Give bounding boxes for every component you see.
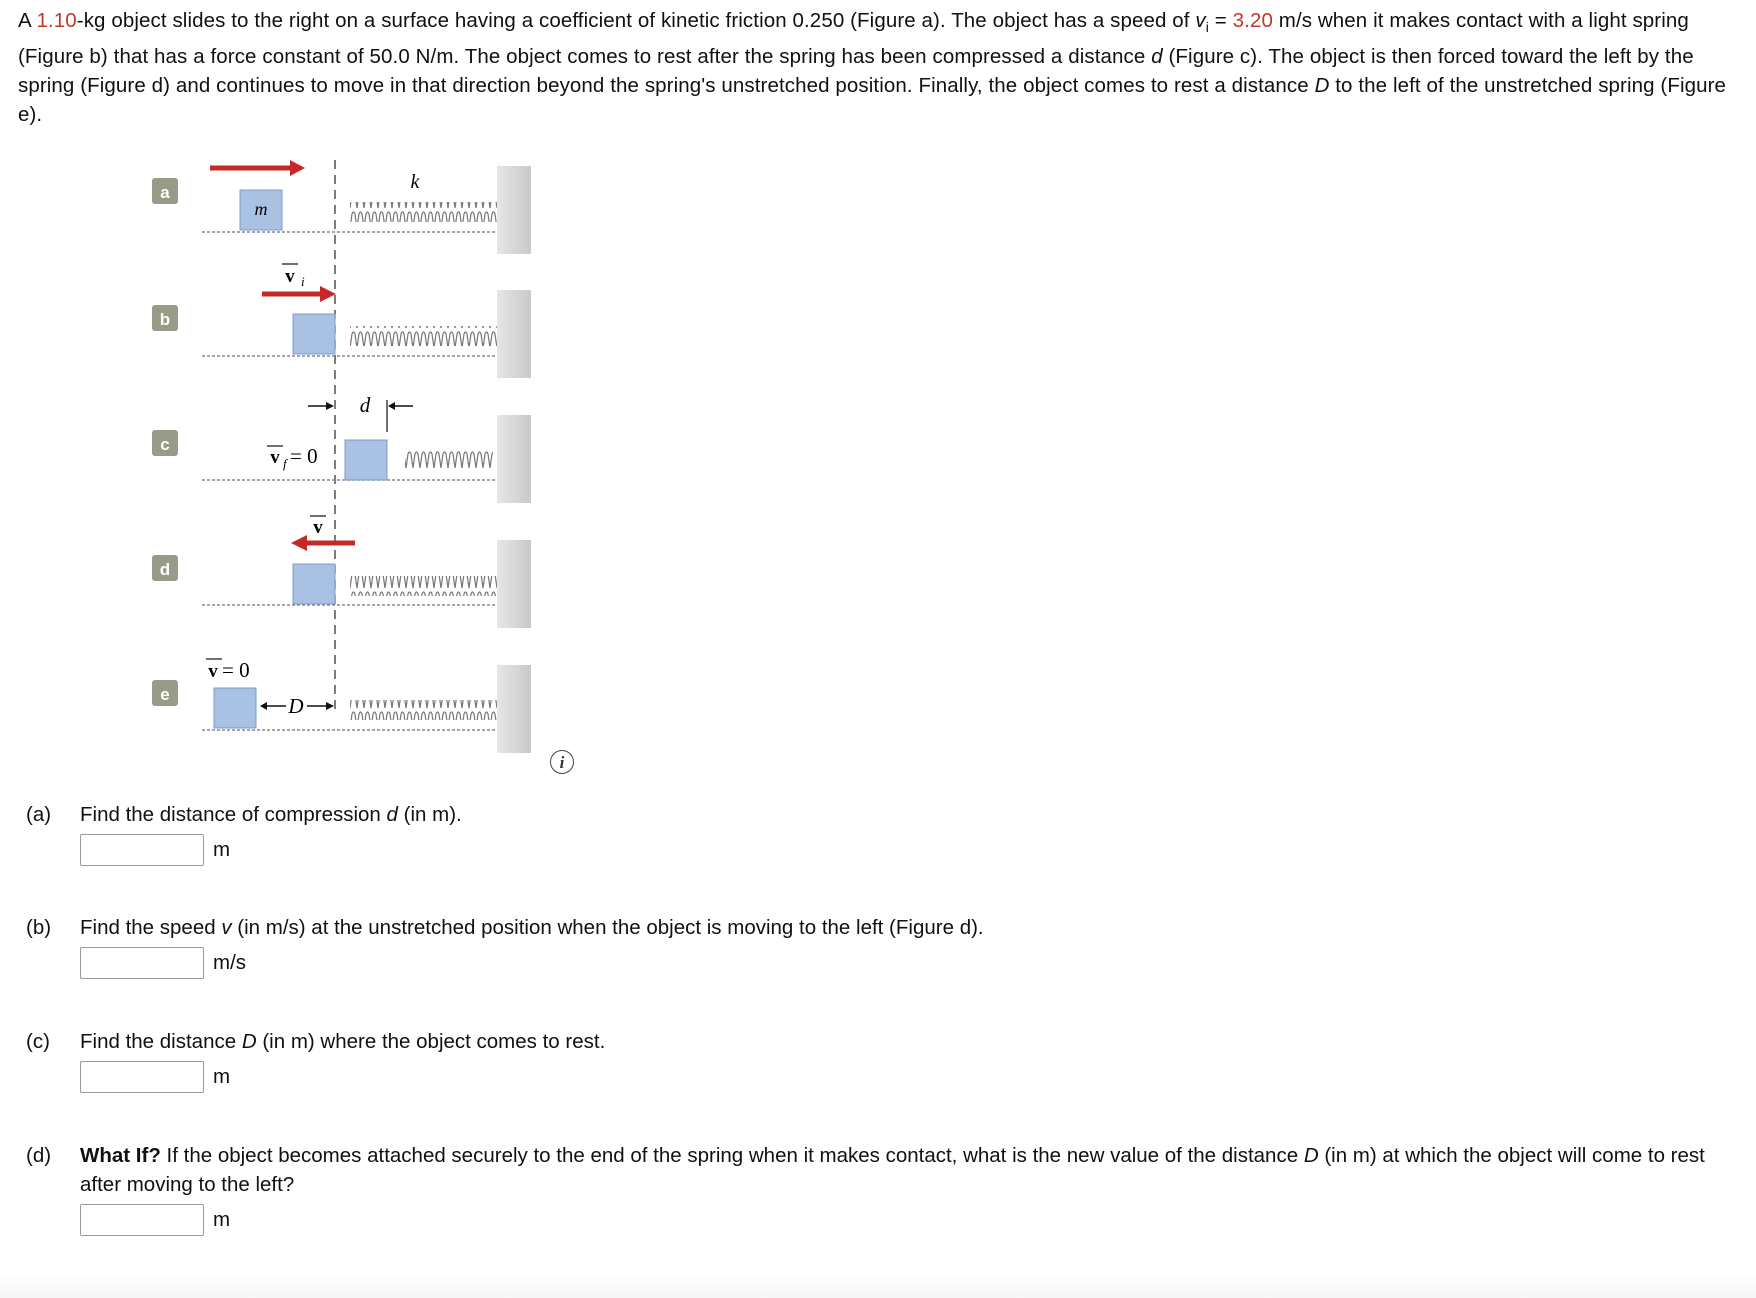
part-label: (b) (26, 916, 52, 939)
question-text (80, 1141, 1720, 1199)
vf-sub: f (283, 456, 287, 471)
variable: D (1303, 1144, 1319, 1167)
spring-label: k (410, 171, 420, 193)
arrow-head (260, 702, 267, 710)
vi-subscript: i (1205, 19, 1209, 36)
block-m (293, 564, 335, 604)
unit-label: m (213, 1208, 231, 1231)
text: (in m) where the object comes to rest. (256, 1030, 606, 1053)
block-m (345, 440, 387, 480)
part-label: (c) (26, 1030, 50, 1053)
text: If the object becomes attached securely to the end of the spring when it makes contact, what is the new value of the distance (160, 1144, 1304, 1167)
page-bottom-fade (0, 1270, 1756, 1298)
panel-d (152, 516, 531, 628)
text: (in m) at which the object will come to rest after moving to the left? (80, 1144, 1705, 1196)
d-symbol: d (1151, 45, 1163, 69)
wall (497, 166, 531, 254)
block-m (214, 688, 256, 728)
wall (497, 290, 531, 378)
spring-figure (0, 150, 620, 790)
panel-e (152, 658, 531, 753)
vi-label: v (285, 266, 295, 287)
text: A (18, 9, 37, 32)
spring (350, 202, 497, 222)
v0-eq: = 0 (222, 658, 250, 682)
arrow-head (326, 702, 334, 710)
mass-value: 1.10 (36, 9, 77, 32)
text: Find the speed (80, 916, 222, 939)
v-label: v (313, 517, 323, 538)
block-m (293, 314, 335, 354)
question-c (26, 1027, 605, 1056)
text: -kg object slides to the right on a surface having a coefficient of kinetic friction 0.250 (Figure a). The object has a speed of (76, 9, 1196, 32)
text: (Figure c). The object is then forced toward the left by the spring (Figure d) and continues to move in that direction beyond the spring's unstretched position. Finally, the object comes to rest a distance (18, 45, 1694, 98)
text: Find the distance of compression (80, 803, 387, 826)
text: Find the distance (80, 1030, 242, 1053)
variable: D (241, 1030, 257, 1053)
info-icon[interactable]: i (550, 750, 574, 774)
problem-statement (18, 6, 1748, 129)
answer-input-c[interactable] (80, 1061, 204, 1093)
arrow-head (291, 535, 307, 551)
speed-value: 3.20 (1232, 9, 1273, 32)
D-label: D (288, 694, 304, 718)
text: to the left of the unstretched spring (Figure e). (18, 74, 1727, 127)
vi-sub: i (301, 274, 305, 289)
vf-eq: = 0 (290, 444, 318, 468)
answer-input-b[interactable] (80, 947, 204, 979)
question-a (26, 800, 462, 829)
arrow-head (326, 402, 334, 410)
unit-label: m (213, 1065, 231, 1088)
answer-d (80, 1204, 230, 1236)
problem-text (18, 6, 1748, 129)
part-label: (a) (26, 803, 52, 826)
answer-input-d[interactable] (80, 1204, 204, 1236)
vf-label: v (270, 447, 280, 468)
answer-c (80, 1061, 230, 1093)
answer-a (80, 834, 230, 866)
part-label: (d) (26, 1144, 52, 1167)
mass-label: m (254, 199, 268, 219)
text: = (1208, 9, 1233, 32)
variable: d (386, 803, 398, 826)
spring (350, 700, 497, 720)
question-text (80, 913, 984, 942)
question-b (26, 913, 984, 942)
question-text (80, 1027, 605, 1056)
spring (350, 576, 497, 596)
panel-label-c: c (160, 435, 170, 454)
variable: v (221, 916, 232, 939)
wall (497, 665, 531, 753)
answer-b (80, 947, 246, 979)
compressed-spring (405, 448, 493, 468)
panel-label-e: e (160, 685, 170, 704)
vi-symbol: v (1195, 9, 1206, 32)
question-text (80, 800, 462, 829)
panel-a (152, 160, 531, 254)
panel-b (152, 264, 531, 378)
wall (497, 415, 531, 503)
spring-diagram (0, 150, 620, 790)
panel-label-b: b (159, 310, 171, 329)
arrow-head (320, 286, 336, 302)
text: (in m/s) at the unstretched position when the object is moving to the left (Figure d). (231, 916, 984, 939)
spring (350, 326, 497, 346)
question-d (26, 1141, 1726, 1199)
text: (in m). (397, 803, 462, 826)
panel-c (152, 393, 531, 503)
text: m/s when it makes contact with a light spring (Figure b) that has a force constant of 50.0 N/m. The object comes to rest after the spring has been compressed a distance (18, 9, 1689, 69)
panel-label-a: a (160, 183, 170, 202)
arrow-head (290, 160, 305, 176)
panel-label-d: d (159, 560, 171, 579)
d-label: d (359, 393, 371, 417)
what-if-label: What If? (80, 1144, 161, 1167)
unit-label: m (213, 838, 231, 861)
v0-label: v (208, 661, 218, 682)
unit-label: m/s (213, 951, 247, 974)
arrow-head (388, 402, 395, 410)
D-symbol: D (1314, 74, 1330, 98)
wall (497, 540, 531, 628)
answer-input-a[interactable] (80, 834, 204, 866)
